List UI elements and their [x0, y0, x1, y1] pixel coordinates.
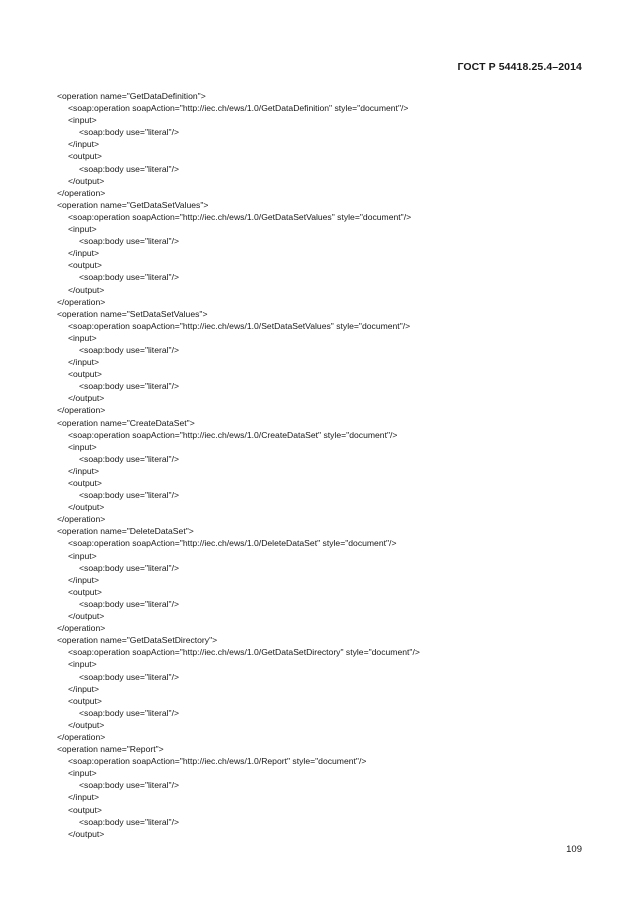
code-line: </input> — [68, 357, 100, 368]
code-line: </input> — [68, 465, 100, 476]
document-header: ГОСТ Р 54418.25.4–2014 — [457, 61, 582, 73]
code-line: <soap:body use="literal"/> — [79, 272, 179, 283]
code-line: <soap:operation soapAction="http://iec.ch/ews/1.0/DeleteDataSet" style="document"/> — [68, 538, 397, 549]
code-line: <soap:operation soapAction="http://iec.ch/ews/1.0/Report" style="document"/> — [68, 756, 367, 767]
code-line: <soap:body use="literal"/> — [79, 381, 179, 392]
code-line: </input> — [68, 683, 100, 694]
code-line: </input> — [68, 574, 100, 585]
code-line: <operation name="Report"> — [57, 744, 164, 755]
code-line: </output> — [68, 284, 105, 295]
code-line: <soap:operation soapAction="http://iec.ch/ews/1.0/GetDataSetDirectory" style="document"/> — [68, 647, 420, 658]
code-line: <soap:body use="literal"/> — [79, 163, 179, 174]
code-line: <output> — [68, 804, 102, 815]
code-line: </input> — [68, 248, 100, 259]
code-line: <soap:body use="literal"/> — [79, 780, 179, 791]
code-line: </output> — [68, 828, 105, 839]
code-line: <operation name="CreateDataSet"> — [57, 417, 195, 428]
code-line: <input> — [68, 659, 97, 670]
code-line: <soap:body use="literal"/> — [79, 816, 179, 827]
code-line: <soap:body use="literal"/> — [79, 598, 179, 609]
code-line: <soap:operation soapAction="http://iec.ch/ews/1.0/GetDataSetValues" style="document"/> — [68, 211, 412, 222]
code-line: <soap:body use="literal"/> — [79, 562, 179, 573]
code-line: <soap:operation soapAction="http://iec.ch/ews/1.0/SetDataSetValues" style="document"/> — [68, 320, 411, 331]
code-line: </operation> — [57, 731, 106, 742]
code-line: <operation name="GetDataSetValues"> — [57, 199, 209, 210]
code-line: <output> — [68, 151, 102, 162]
code-line: </operation> — [57, 514, 106, 525]
code-line: </output> — [68, 393, 105, 404]
code-line: </operation> — [57, 405, 106, 416]
code-line: <input> — [68, 768, 97, 779]
code-line: </input> — [68, 139, 100, 150]
code-line: <input> — [68, 115, 97, 126]
code-line: <operation name="GetDataDefinition"> — [57, 91, 206, 101]
code-line: <operation name="GetDataSetDirectory"> — [57, 635, 218, 646]
code-line: <input> — [68, 332, 97, 343]
code-line: </output> — [68, 502, 105, 513]
code-line: <output> — [68, 260, 102, 271]
code-line: <soap:body use="literal"/> — [79, 453, 179, 464]
code-line: <soap:body use="literal"/> — [79, 671, 179, 682]
code-line: </output> — [68, 719, 105, 730]
code-line: <soap:body use="literal"/> — [79, 490, 179, 501]
code-line: </input> — [68, 792, 100, 803]
code-line: <output> — [68, 586, 102, 597]
code-line: </operation> — [57, 187, 106, 198]
code-line: <input> — [68, 550, 97, 561]
code-line: <output> — [68, 478, 102, 488]
code-line: <soap:body use="literal"/> — [79, 707, 179, 718]
code-line: </output> — [68, 611, 105, 622]
code-line: <soap:body use="literal"/> — [79, 344, 179, 355]
code-line: <input> — [68, 224, 97, 235]
code-line: <soap:body use="literal"/> — [79, 236, 179, 247]
page-number: 109 — [566, 844, 582, 855]
code-line: <soap:body use="literal"/> — [79, 127, 179, 138]
code-line: <output> — [68, 695, 102, 706]
code-line: <output> — [68, 369, 102, 380]
code-line: <soap:operation soapAction="http://iec.ch/ews/1.0/GetDataDefinition" style="document"/> — [68, 103, 409, 114]
code-line: <input> — [68, 441, 97, 452]
code-line: </output> — [68, 175, 105, 186]
code-line: <operation name="DeleteDataSet"> — [57, 526, 194, 537]
code-line: <soap:operation soapAction="http://iec.ch/ews/1.0/CreateDataSet" style="document"/> — [68, 429, 398, 440]
code-line: </operation> — [57, 623, 106, 634]
wsdl-code-listing — [57, 90, 590, 840]
code-line: <operation name="SetDataSetValues"> — [57, 308, 208, 319]
code-line: </operation> — [57, 296, 106, 307]
